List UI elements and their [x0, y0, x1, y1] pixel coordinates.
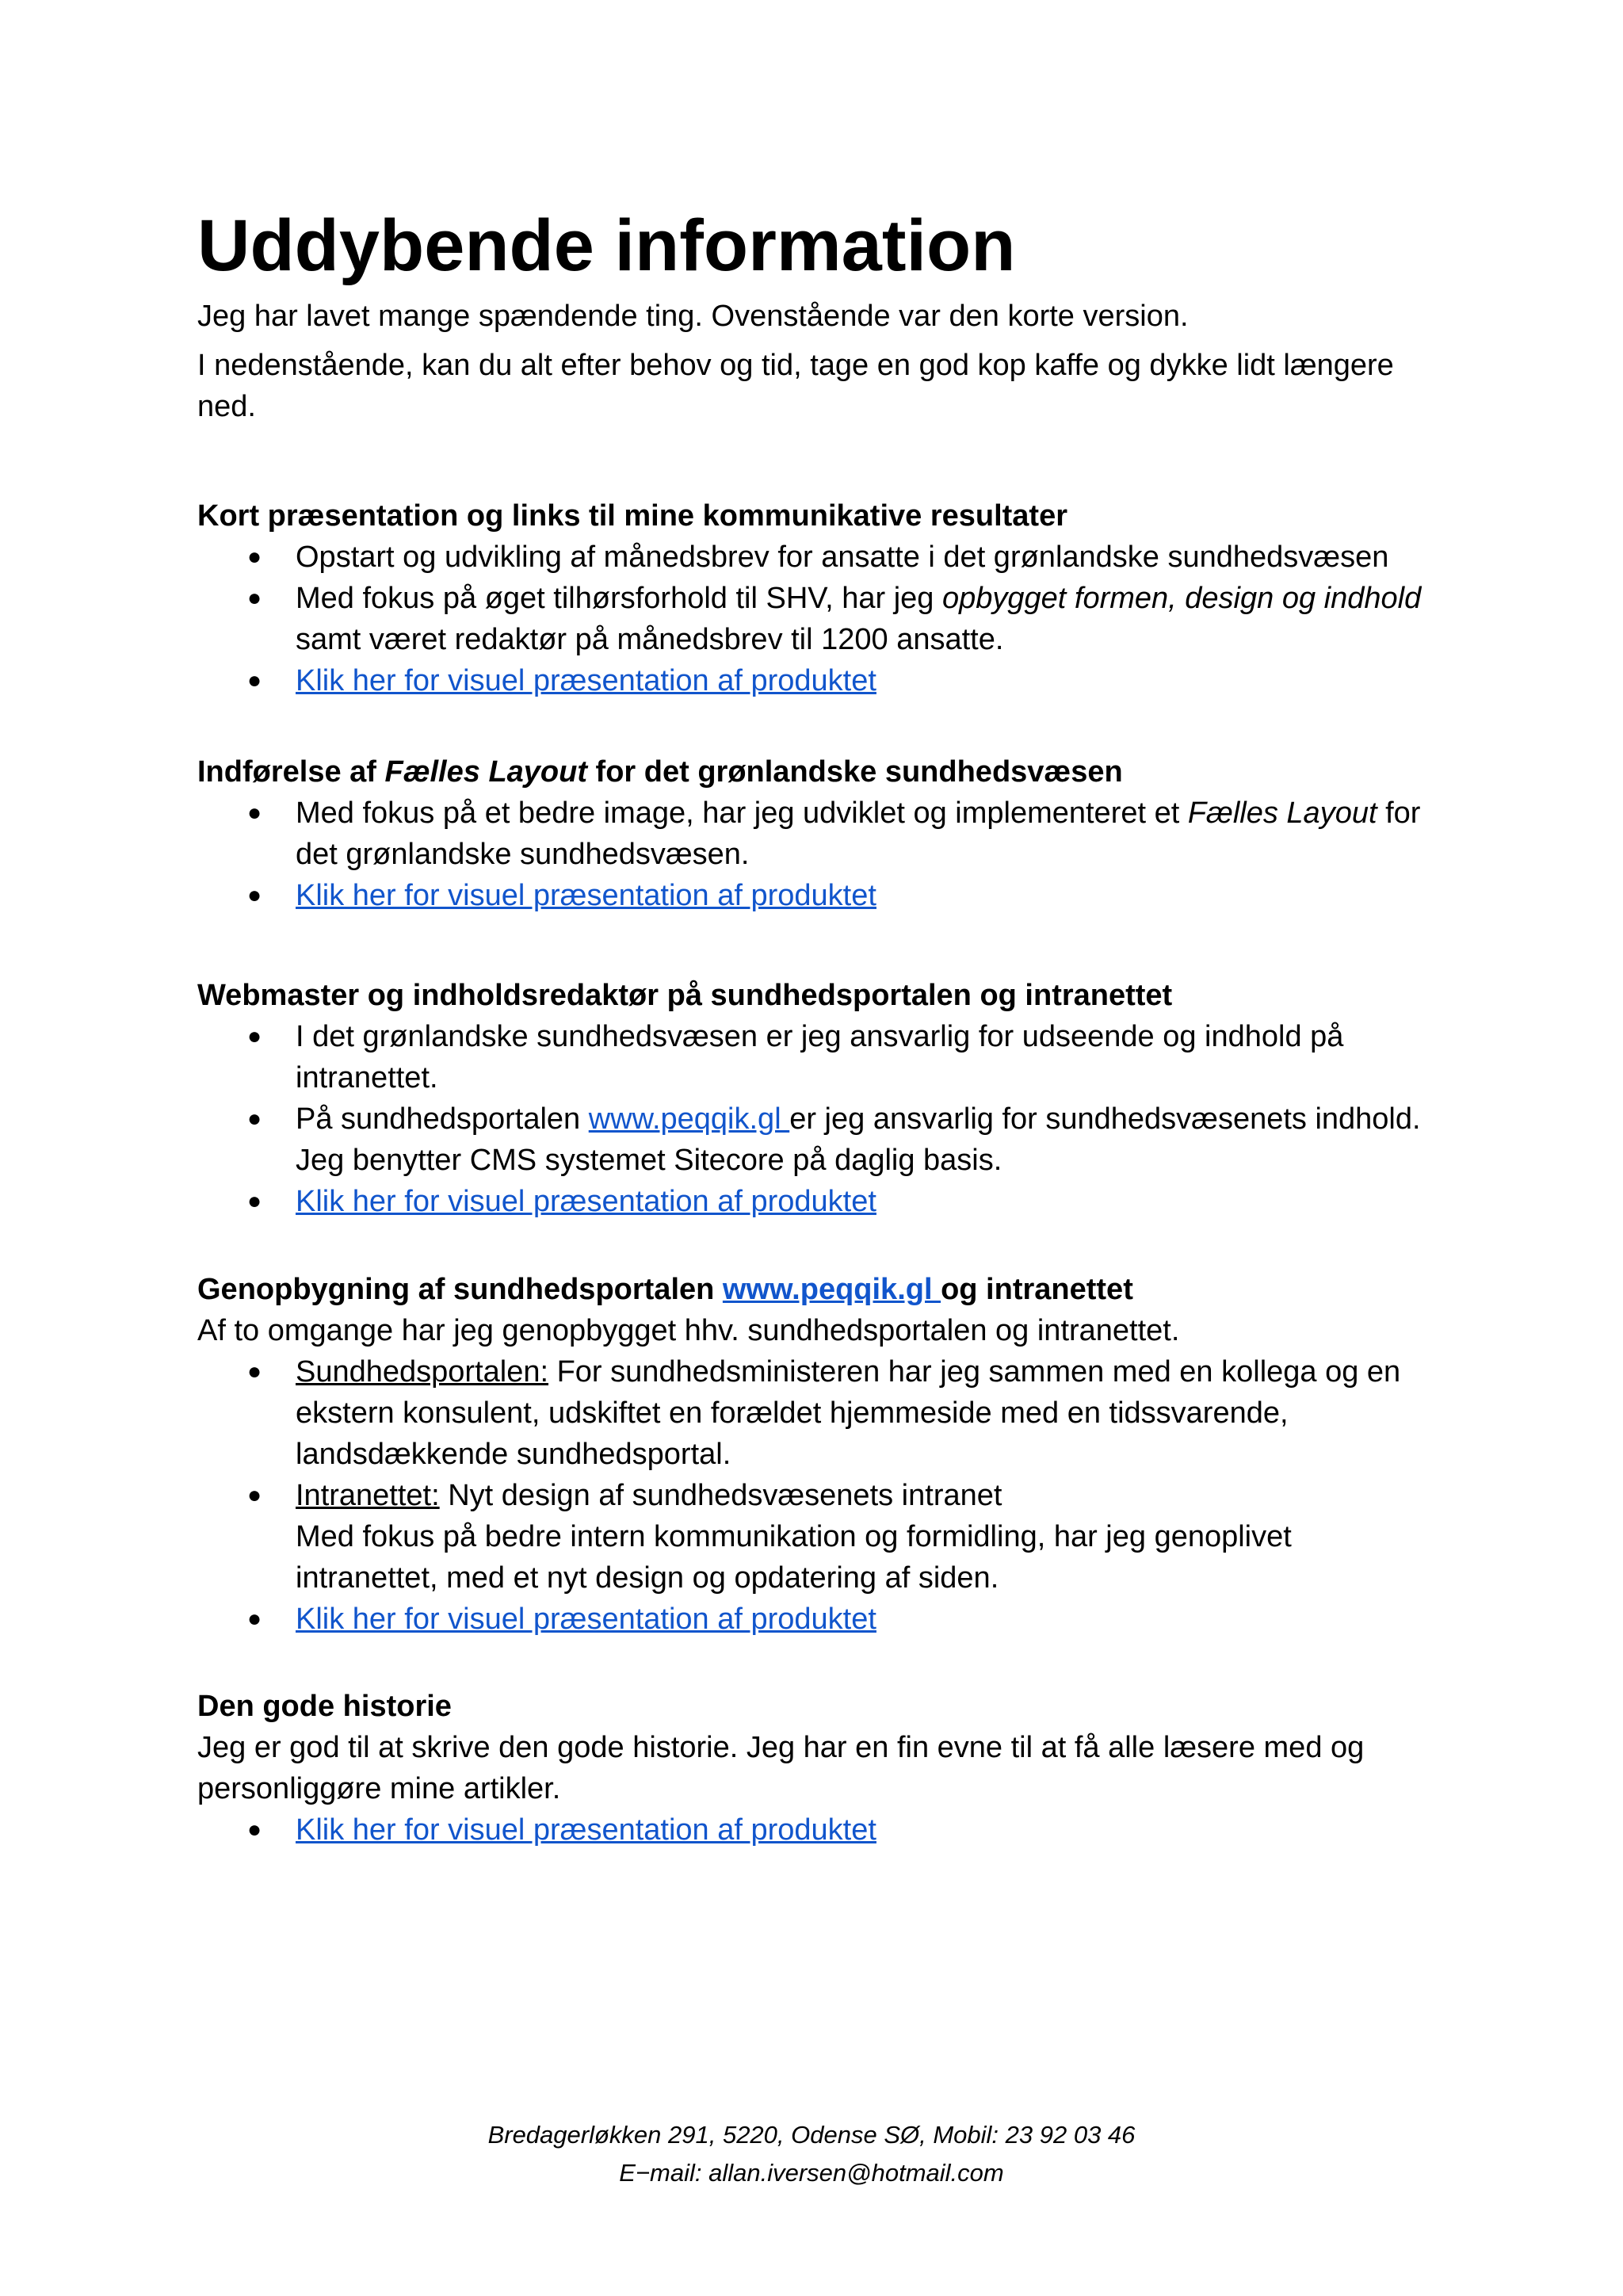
presentation-link-layout[interactable]: Klik her for visuel præsentation af produktet — [296, 879, 876, 912]
list-item: ● På sundhedsportalen www.peqqik.gl er jeg ansvarlig for sundhedsvæsenets indhold. Jeg benytter CMS systemet Sitecore på daglig basis. — [197, 1098, 1434, 1181]
bullet-icon: ● — [247, 667, 262, 693]
footer-address: Bredagerløkken 291, 5220, Odense SØ, Mobil: 23 92 03 46 — [487, 2121, 1136, 2149]
footer-email: E−mail: allan.iversen@hotmail.com — [619, 2159, 1004, 2187]
bullet-icon: ● — [247, 1106, 262, 1132]
list-item — [197, 660, 1434, 701]
bullet-icon: ● — [247, 1188, 262, 1214]
list-item — [197, 1181, 1434, 1222]
page-title: Uddybende information — [197, 205, 1016, 286]
list-item — [197, 1809, 1434, 1851]
list-item: ● Opstart og udvikling af månedsbrev for ansatte i det grønlandske sundhedsvæsen — [197, 537, 1434, 578]
section-heading-webmaster: Webmaster og indholdsredaktør på sundhedsportalen og intranettet — [197, 979, 1173, 1012]
bullet-icon: ● — [247, 882, 262, 908]
bullet-icon: ● — [247, 800, 262, 826]
list-item: ● Sundhedsportalen: For sundhedsministeren har jeg sammen med en kollega og en ekstern konsulent, udskiftet en forældet hjemmeside med en tidssvarende, landsdækkende sundhedsportal. — [197, 1351, 1434, 1475]
list-item: ● Med fokus på øget tilhørsforhold til SHV, har jeg opbygget formen, design og indhold samt været redaktør på månedsbrev til 1200 ansatte. — [197, 578, 1434, 660]
bullet-icon: ● — [247, 1023, 262, 1049]
rebuild-list — [197, 1351, 1434, 1640]
bullet-icon: ● — [247, 1482, 262, 1508]
intro-line-2: I nedenstående, kan du alt efter behov og tid, tage en god kop kaffe og dykke lidt længere ned. — [197, 349, 1394, 423]
bullet-icon: ● — [247, 1817, 262, 1843]
list-item: ● I det grønlandske sundhedsvæsen er jeg ansvarlig for udseende og indhold på intranettet. — [197, 1016, 1434, 1098]
peqqik-link[interactable]: www.peqqik.gl — [588, 1102, 790, 1136]
bullet-icon: ● — [247, 1358, 262, 1385]
story-list — [197, 1809, 1434, 1851]
list-item — [197, 1599, 1434, 1640]
webmaster-list — [197, 1016, 1434, 1222]
section-heading-layout: Indførelse af Fælles Layout for det grønlandske sundhedsvæsen — [197, 755, 1123, 789]
presentation-link-newsletter[interactable]: Klik her for visuel præsentation af produktet — [296, 664, 876, 697]
intro-line-1: Jeg har lavet mange spændende ting. Ovenstående var den korte version. — [197, 300, 1189, 333]
peqqik-heading-link[interactable]: www.peqqik.gl — [722, 1273, 941, 1306]
rebuild-paragraph: Af to omgange har jeg genopbygget hhv. sundhedsportalen og intranettet. — [197, 1314, 1180, 1347]
list-item: ● Med fokus på et bedre image, har jeg udviklet og implementeret et Fælles Layout for det grønlandske sundhedsvæsen. — [197, 793, 1434, 875]
bullet-icon: ● — [247, 544, 262, 570]
section-heading-story: Den gode historie — [197, 1690, 452, 1723]
document-page — [197, 202, 1434, 1851]
presentation-link-story[interactable]: Klik her for visuel præsentation af produktet — [296, 1813, 876, 1847]
presentation-link-rebuild[interactable]: Klik her for visuel præsentation af produktet — [296, 1603, 876, 1636]
bullet-icon: ● — [247, 1606, 262, 1632]
story-paragraph: Jeg er god til at skrive den gode historie. Jeg har en fin evne til at få alle læsere med og personliggøre mine artikler. — [197, 1731, 1365, 1805]
section-heading-newsletter: Kort præsentation og links til mine kommunikative resultater — [197, 499, 1068, 533]
list-item: ● Intranettet: Nyt design af sundhedsvæsenets intranet Med fokus på bedre intern kommunikation og formidling, har jeg genoplivet intranettet, med et nyt design og opdatering af siden. — [197, 1475, 1434, 1599]
layout-list — [197, 793, 1434, 916]
list-item — [197, 875, 1434, 916]
bullet-icon: ● — [247, 585, 262, 611]
presentation-link-webmaster[interactable]: Klik her for visuel præsentation af produktet — [296, 1185, 876, 1218]
section-heading-rebuild: Genopbygning af sundhedsportalen www.peqqik.gl og intranettet — [197, 1273, 1133, 1306]
newsletter-list — [197, 537, 1434, 701]
